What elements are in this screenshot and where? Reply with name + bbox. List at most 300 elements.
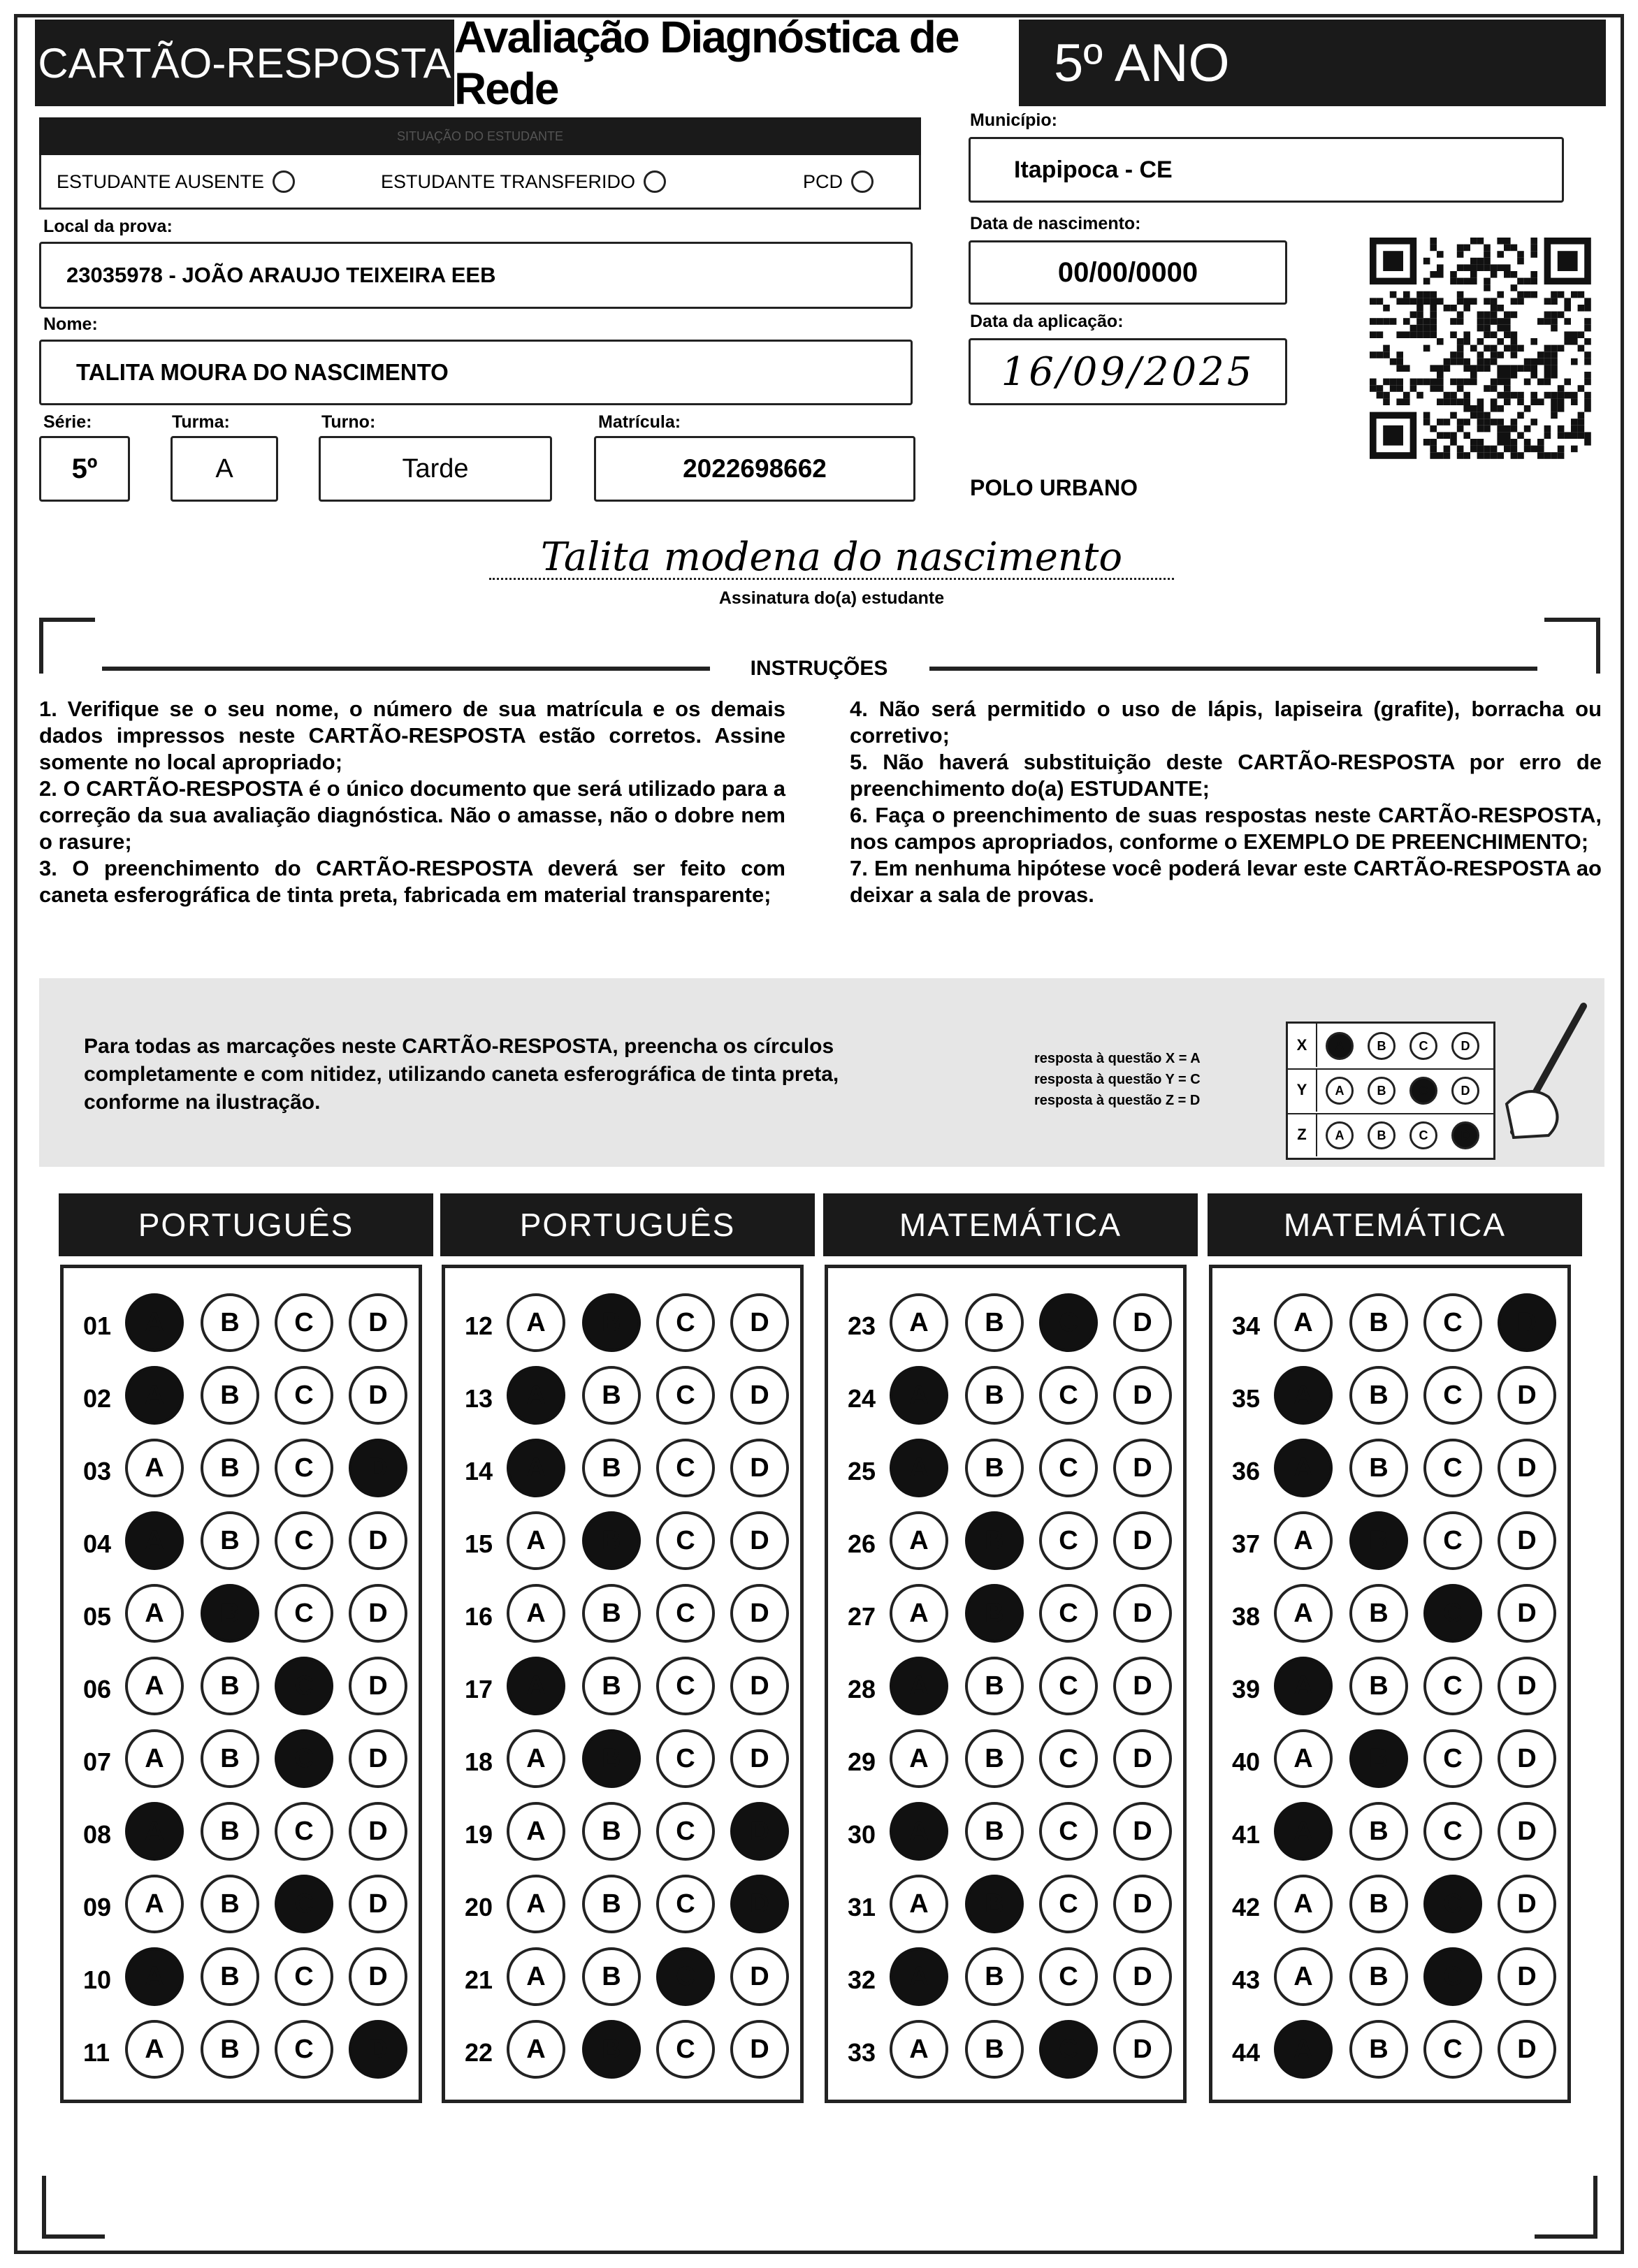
subject-header: MATEMÁTICA (1208, 1193, 1582, 1256)
answer-row (828, 1366, 1183, 1429)
bubble-c[interactable]: C (1423, 1511, 1482, 1570)
question-number: 30 (848, 1820, 876, 1849)
bubble-c[interactable]: C (1423, 1584, 1482, 1643)
bubble-a[interactable]: A (125, 2020, 184, 2079)
instructions-right (850, 696, 1602, 908)
example-grid (1286, 1022, 1495, 1160)
question-number: 32 (848, 1965, 876, 1994)
bubble-b[interactable]: B (201, 1584, 259, 1643)
bubble-a[interactable]: A (507, 1293, 565, 1352)
bubble-c[interactable]: C (275, 1511, 333, 1570)
bubble-a[interactable]: A (1274, 2020, 1333, 2079)
municipio-label: Município: (970, 110, 1057, 130)
example-bubble-c: C (1409, 1121, 1437, 1149)
bubble-c[interactable]: C (656, 1511, 715, 1570)
matricula-field: 2022698662 (594, 436, 915, 502)
bubble-c[interactable]: C (1039, 1584, 1098, 1643)
example-bubble-b: B (1368, 1121, 1396, 1149)
bubble-c[interactable]: C (275, 2020, 333, 2079)
bubble-d[interactable]: D (1113, 1366, 1172, 1425)
question-number: 41 (1232, 1820, 1261, 1849)
question-number: 08 (83, 1820, 112, 1849)
answer-row (64, 1802, 419, 1865)
answer-row (828, 1439, 1183, 1502)
bubble-d[interactable]: D (349, 1439, 407, 1497)
answer-column (60, 1265, 422, 2103)
bubble-b[interactable]: B (201, 1729, 259, 1788)
bubble-b[interactable]: B (201, 1947, 259, 2006)
bubble-a[interactable]: A (1274, 1511, 1333, 1570)
option-pcd[interactable] (803, 170, 874, 193)
bubble-a[interactable]: A (890, 1584, 948, 1643)
answer-row (1212, 1875, 1567, 1938)
bubble-b[interactable]: B (201, 1293, 259, 1352)
question-number: 13 (465, 1384, 493, 1413)
bubble-c[interactable]: C (275, 1293, 333, 1352)
corner-br (1535, 2176, 1597, 2239)
grade-banner: 5º ANO (1019, 20, 1606, 106)
bubble-c[interactable]: C (656, 1657, 715, 1715)
bubble-c[interactable]: C (1423, 1293, 1482, 1352)
answer-row (64, 1293, 419, 1356)
bubble-c[interactable]: C (656, 2020, 715, 2079)
example-bubble-a: A (1326, 1077, 1354, 1105)
bubble-c[interactable]: C (275, 1802, 333, 1861)
bubble-d[interactable]: D (730, 1875, 789, 1933)
answer-row (64, 1366, 419, 1429)
answer-row (445, 1729, 800, 1792)
bubble-b[interactable]: B (1349, 1947, 1408, 2006)
bubble-a[interactable]: A (890, 1366, 948, 1425)
bubble-c[interactable]: C (656, 1875, 715, 1933)
question-number: 12 (465, 1311, 493, 1340)
bubble-b[interactable]: B (582, 1439, 641, 1497)
bubble-b[interactable]: B (965, 1511, 1024, 1570)
bubble-c[interactable]: C (1039, 1657, 1098, 1715)
example-text: Para todas as marcações neste CARTÃO-RESPOSTA, preencha os círculos completamente e com nitidez, utilizando caneta esferográfica de tinta preta, conforme na ilustração. (84, 1035, 839, 1114)
bubble-c[interactable]: C (275, 1439, 333, 1497)
matricula-label: Matrícula: (598, 412, 681, 432)
bubble-d[interactable]: D (730, 1511, 789, 1570)
bubble-d[interactable]: D (730, 1293, 789, 1352)
answer-row (445, 1366, 800, 1429)
question-number: 15 (465, 1529, 493, 1558)
bubble-a[interactable]: A (1274, 1584, 1333, 1643)
answer-row (828, 1947, 1183, 2010)
question-number: 04 (83, 1529, 112, 1558)
bubble-c[interactable]: C (1423, 2020, 1482, 2079)
legend-z: resposta à questão Z = D (1034, 1093, 1201, 1108)
question-number: 11 (83, 2038, 110, 2067)
bubble-b[interactable]: B (965, 1875, 1024, 1933)
bubble-d[interactable]: D (349, 1293, 407, 1352)
instruction-1: 1. Verifique se o seu nome, o número de sua matrícula e os demais dados impressos neste CARTÃO-RESPOSTA estão corretos. Assine somente no local apropriado; (39, 697, 785, 774)
bubble-b[interactable]: B (582, 1875, 641, 1933)
example-row (1288, 1024, 1493, 1070)
answer-row (1212, 1947, 1567, 2010)
bubble-b[interactable]: B (1349, 1511, 1408, 1570)
bubble-b[interactable]: B (582, 1366, 641, 1425)
question-number: 18 (465, 1747, 493, 1776)
bubble-d[interactable]: D (349, 1366, 407, 1425)
question-number: 33 (848, 2038, 876, 2067)
bubble-a[interactable]: A (507, 1657, 565, 1715)
bubble-b[interactable]: B (582, 1802, 641, 1861)
bubble-c[interactable]: C (1423, 1366, 1482, 1425)
bubble-c[interactable]: C (275, 1729, 333, 1788)
bubble-c[interactable]: C (275, 1875, 333, 1933)
bubble-b[interactable]: B (582, 1947, 641, 2006)
bubble-b[interactable]: B (965, 1584, 1024, 1643)
bubble-d[interactable]: D (1498, 1657, 1556, 1715)
bubble-b[interactable]: B (201, 1802, 259, 1861)
bubble-b[interactable]: B (1349, 1584, 1408, 1643)
answer-column (825, 1265, 1187, 2103)
situation-bar: SITUAÇÃO DO ESTUDANTE (39, 117, 921, 155)
bubble-d[interactable]: D (1113, 1802, 1172, 1861)
bubble-b[interactable]: B (582, 1729, 641, 1788)
bubble-c[interactable]: C (656, 1366, 715, 1425)
answer-row (1212, 1511, 1567, 1574)
bubble-d[interactable]: D (730, 1366, 789, 1425)
bubble-a[interactable]: A (125, 1947, 184, 2006)
answer-row (1212, 1657, 1567, 1720)
instruction-4: 4. Não será permitido o uso de lápis, lapiseira (grafite), borracha ou corretivo; (850, 697, 1602, 748)
bubble-c[interactable]: C (1423, 1875, 1482, 1933)
question-number: 34 (1232, 1311, 1261, 1340)
transferred-bubble[interactable] (644, 170, 666, 193)
bubble-c[interactable]: C (275, 1947, 333, 2006)
question-number: 10 (83, 1965, 112, 1994)
example-bubble-b: B (1368, 1032, 1396, 1060)
bubble-a[interactable]: A (125, 1511, 184, 1570)
bubble-c[interactable]: C (1423, 1657, 1482, 1715)
bubble-b[interactable]: B (201, 2020, 259, 2079)
bubble-d[interactable]: D (1498, 1439, 1556, 1497)
bubble-c[interactable]: C (1039, 1293, 1098, 1352)
bubble-d[interactable]: D (349, 1802, 407, 1861)
bubble-a[interactable]: A (1274, 1729, 1333, 1788)
bubble-d[interactable]: D (1113, 1657, 1172, 1715)
bubble-a[interactable]: A (890, 1657, 948, 1715)
bubble-c[interactable]: C (1039, 1511, 1098, 1570)
bubble-a[interactable]: A (125, 1875, 184, 1933)
bubble-d[interactable]: D (1498, 1875, 1556, 1933)
example-bubble-c: C (1409, 1032, 1437, 1060)
instruction-6: 6. Faça o preenchimento de suas respostas neste CARTÃO-RESPOSTA, nos campos apropriados, conforme o EXEMPLO DE PREENCHIMENTO; (850, 803, 1602, 854)
absent-bubble[interactable] (273, 170, 295, 193)
bubble-d[interactable]: D (730, 1947, 789, 2006)
answer-row (828, 1293, 1183, 1356)
bubble-b[interactable]: B (1349, 1439, 1408, 1497)
bubble-c[interactable]: C (656, 1584, 715, 1643)
bubble-b[interactable]: B (965, 1439, 1024, 1497)
assessment-title: Avaliação Diagnóstica de Rede (454, 20, 1019, 106)
question-number: 29 (848, 1747, 876, 1776)
bubble-d[interactable]: D (349, 1511, 407, 1570)
example-question: X (1288, 1024, 1317, 1067)
option-absent[interactable] (57, 170, 295, 193)
answer-row (1212, 1293, 1567, 1356)
bubble-a[interactable]: A (507, 1366, 565, 1425)
bubble-b[interactable]: B (201, 1511, 259, 1570)
corner-bl (42, 2176, 105, 2239)
bubble-d[interactable]: D (1113, 1511, 1172, 1570)
bubble-b[interactable]: B (1349, 1875, 1408, 1933)
serie-label: Série: (43, 412, 92, 432)
bubble-a[interactable]: A (507, 1875, 565, 1933)
bubble-a[interactable]: A (890, 1729, 948, 1788)
instruction-2: 2. O CARTÃO-RESPOSTA é o único documento que será utilizado para a correção da sua avaliação diagnóstica. Não o amasse, não o dobre nem o rasure; (39, 776, 785, 854)
bubble-d[interactable]: D (349, 1947, 407, 2006)
bubble-a[interactable]: A (507, 1729, 565, 1788)
bubble-c[interactable]: C (1423, 1729, 1482, 1788)
bubble-d[interactable]: D (349, 2020, 407, 2079)
question-number: 39 (1232, 1675, 1261, 1703)
example-question: Y (1288, 1068, 1317, 1112)
question-number: 44 (1232, 2038, 1261, 2067)
bubble-c[interactable]: C (1039, 1439, 1098, 1497)
bubble-a[interactable]: A (890, 1947, 948, 2006)
bubble-b[interactable]: B (1349, 1657, 1408, 1715)
aplicacao-label: Data da aplicação: (970, 312, 1124, 331)
bubble-b[interactable]: B (201, 1366, 259, 1425)
bubble-c[interactable]: C (656, 1729, 715, 1788)
bubble-d[interactable]: D (1498, 2020, 1556, 2079)
question-number: 06 (83, 1675, 112, 1703)
bubble-d[interactable]: D (1498, 1293, 1556, 1352)
bubble-a[interactable]: A (890, 1439, 948, 1497)
bubble-a[interactable]: A (1274, 1947, 1333, 2006)
bubble-a[interactable]: A (125, 1584, 184, 1643)
question-number: 36 (1232, 1457, 1261, 1485)
bubble-b[interactable]: B (965, 2020, 1024, 2079)
question-number: 27 (848, 1602, 876, 1631)
answer-row (828, 1511, 1183, 1574)
answer-row (64, 1947, 419, 2010)
subject-header: PORTUGUÊS (59, 1193, 433, 1256)
question-number: 07 (83, 1747, 112, 1776)
question-number: 22 (465, 2038, 493, 2067)
bubble-d[interactable]: D (349, 1657, 407, 1715)
bubble-b[interactable]: B (582, 1584, 641, 1643)
bubble-c[interactable]: C (656, 1293, 715, 1352)
question-number: 42 (1232, 1893, 1261, 1921)
pcd-bubble[interactable] (851, 170, 874, 193)
bubble-b[interactable]: B (965, 1366, 1024, 1425)
bubble-b[interactable]: B (582, 1657, 641, 1715)
instruction-5: 5. Não haverá substituição deste CARTÃO-RESPOSTA por erro de preenchimento do(a) ESTUDANTE; (850, 750, 1602, 801)
bubble-b[interactable]: B (1349, 1802, 1408, 1861)
bubble-a[interactable]: A (125, 1366, 184, 1425)
bubble-d[interactable]: D (1498, 1584, 1556, 1643)
bubble-b[interactable]: B (1349, 1366, 1408, 1425)
answer-column (442, 1265, 804, 2103)
bubble-d[interactable]: D (1498, 1366, 1556, 1425)
bubble-a[interactable]: A (890, 1875, 948, 1933)
bubble-a[interactable]: A (1274, 1439, 1333, 1497)
example-bubble-d: D (1451, 1032, 1479, 1060)
bubble-d[interactable]: D (730, 1584, 789, 1643)
answer-row (64, 1511, 419, 1574)
bubble-a[interactable]: A (125, 1729, 184, 1788)
bubble-a[interactable]: A (890, 1511, 948, 1570)
question-number: 38 (1232, 1602, 1261, 1631)
bubble-b[interactable]: B (1349, 1293, 1408, 1352)
turno-label: Turno: (321, 412, 376, 432)
bubble-b[interactable]: B (965, 1947, 1024, 2006)
answer-row (64, 1729, 419, 1792)
nome-field: TALITA MOURA DO NASCIMENTO (39, 340, 913, 405)
question-number: 26 (848, 1529, 876, 1558)
answer-row (828, 2020, 1183, 2083)
bubble-a[interactable]: A (507, 1802, 565, 1861)
bubble-a[interactable]: A (507, 1439, 565, 1497)
answer-row (828, 1802, 1183, 1865)
bubble-d[interactable]: D (349, 1875, 407, 1933)
bubble-d[interactable]: D (1498, 1947, 1556, 2006)
bubble-c[interactable]: C (1039, 1729, 1098, 1788)
bubble-a[interactable]: A (1274, 1293, 1333, 1352)
bubble-d[interactable]: D (1113, 1293, 1172, 1352)
bubble-b[interactable]: B (965, 1293, 1024, 1352)
instructions-title: INSTRUÇÕES (750, 657, 888, 680)
instructions-left (39, 696, 785, 908)
answer-row (1212, 1366, 1567, 1429)
pen-hand-icon (1500, 999, 1590, 1139)
bubble-a[interactable]: A (1274, 1366, 1333, 1425)
bubble-b[interactable]: B (1349, 2020, 1408, 2079)
bubble-d[interactable]: D (349, 1584, 407, 1643)
answer-row (828, 1875, 1183, 1938)
bubble-d[interactable]: D (1113, 1875, 1172, 1933)
bubble-a[interactable]: A (507, 1584, 565, 1643)
answer-row (1212, 1584, 1567, 1647)
bubble-b[interactable]: B (582, 2020, 641, 2079)
bubble-c[interactable]: C (275, 1584, 333, 1643)
nascimento-field: 00/00/0000 (969, 240, 1287, 305)
bubble-a[interactable]: A (125, 1657, 184, 1715)
polo: POLO URBANO (970, 475, 1138, 500)
bubble-a[interactable]: A (1274, 1657, 1333, 1715)
bubble-d[interactable]: D (1498, 1729, 1556, 1788)
bubble-d[interactable]: D (730, 1657, 789, 1715)
bubble-c[interactable]: C (1039, 2020, 1098, 2079)
question-number: 31 (848, 1893, 876, 1921)
bubble-c[interactable]: C (656, 1947, 715, 2006)
signature: Talita modena do nascimento (489, 538, 1174, 580)
bubble-b[interactable]: B (965, 1657, 1024, 1715)
bubble-d[interactable]: D (1113, 1947, 1172, 2006)
bubble-b[interactable]: B (201, 1875, 259, 1933)
bubble-c[interactable]: C (1039, 1366, 1098, 1425)
bubble-b[interactable]: B (582, 1511, 641, 1570)
bubble-a[interactable]: A (890, 2020, 948, 2079)
example-bubble-d: D (1451, 1121, 1479, 1149)
answer-row (445, 1802, 800, 1865)
bubble-b[interactable]: B (965, 1729, 1024, 1788)
question-number: 05 (83, 1602, 112, 1631)
answer-row (64, 1657, 419, 1720)
question-number: 25 (848, 1457, 876, 1485)
question-number: 35 (1232, 1384, 1261, 1413)
answer-row (828, 1657, 1183, 1720)
bubble-d[interactable]: D (1498, 1802, 1556, 1861)
bubble-b[interactable]: B (201, 1657, 259, 1715)
question-number: 37 (1232, 1529, 1261, 1558)
question-number: 16 (465, 1602, 493, 1631)
bubble-d[interactable]: D (730, 2020, 789, 2079)
bubble-a[interactable]: A (125, 1439, 184, 1497)
question-number: 24 (848, 1384, 876, 1413)
bubble-a[interactable]: A (125, 1293, 184, 1352)
bubble-a[interactable]: A (890, 1802, 948, 1861)
example-bubble-a: A (1326, 1032, 1354, 1060)
bubble-b[interactable]: B (582, 1293, 641, 1352)
bubble-b[interactable]: B (1349, 1729, 1408, 1788)
bubble-a[interactable]: A (507, 1511, 565, 1570)
bubble-a[interactable]: A (507, 1947, 565, 2006)
legend-y: resposta à questão Y = C (1034, 1072, 1201, 1087)
bubble-d[interactable]: D (1498, 1511, 1556, 1570)
answer-row (445, 2020, 800, 2083)
absent-label: ESTUDANTE AUSENTE (57, 170, 265, 192)
answer-row (445, 1657, 800, 1720)
bubble-c[interactable]: C (1039, 1875, 1098, 1933)
instruction-3: 3. O preenchimento do CARTÃO-RESPOSTA deverá ser feito com caneta esferográfica de tinta preta, fabricada em material transparente; (39, 856, 785, 907)
answer-row (1212, 1439, 1567, 1502)
turma-field: A (171, 436, 278, 502)
bubble-a[interactable]: A (125, 1802, 184, 1861)
pcd-label: PCD (803, 170, 843, 192)
bubble-c[interactable]: C (275, 1657, 333, 1715)
bubble-a[interactable]: A (890, 1293, 948, 1352)
instruction-7: 7. Em nenhuma hipótese você poderá levar este CARTÃO-RESPOSTA ao deixar a sala de provas. (850, 856, 1602, 907)
bubble-a[interactable]: A (1274, 1802, 1333, 1861)
question-number: 03 (83, 1457, 112, 1485)
situation-box (39, 155, 921, 210)
bubble-c[interactable]: C (1423, 1947, 1482, 2006)
bubble-d[interactable]: D (1113, 1584, 1172, 1643)
bubble-d[interactable]: D (349, 1729, 407, 1788)
bubble-c[interactable]: C (1039, 1802, 1098, 1861)
bubble-a[interactable]: A (507, 2020, 565, 2079)
serie-field: 5º (39, 436, 130, 502)
aplicacao-field: 16/09/2025 (969, 338, 1287, 405)
bubble-c[interactable]: C (275, 1366, 333, 1425)
bubble-c[interactable]: C (656, 1439, 715, 1497)
question-number: 14 (465, 1457, 493, 1485)
bubble-a[interactable]: A (1274, 1875, 1333, 1933)
bubble-c[interactable]: C (1423, 1439, 1482, 1497)
bubble-d[interactable]: D (1113, 1439, 1172, 1497)
bubble-b[interactable]: B (201, 1439, 259, 1497)
bubble-c[interactable]: C (1039, 1947, 1098, 2006)
question-number: 17 (465, 1675, 493, 1703)
bubble-c[interactable]: C (1423, 1802, 1482, 1861)
bubble-d[interactable]: D (730, 1439, 789, 1497)
bubble-c[interactable]: C (656, 1802, 715, 1861)
bubble-b[interactable]: B (965, 1802, 1024, 1861)
legend-x: resposta à questão X = A (1034, 1051, 1201, 1066)
answer-row (445, 1511, 800, 1574)
answer-row (828, 1584, 1183, 1647)
bubble-d[interactable]: D (730, 1729, 789, 1788)
bubble-d[interactable]: D (1113, 1729, 1172, 1788)
bubble-d[interactable]: D (730, 1802, 789, 1861)
bubble-d[interactable]: D (1113, 2020, 1172, 2079)
option-transferred[interactable] (381, 170, 666, 193)
